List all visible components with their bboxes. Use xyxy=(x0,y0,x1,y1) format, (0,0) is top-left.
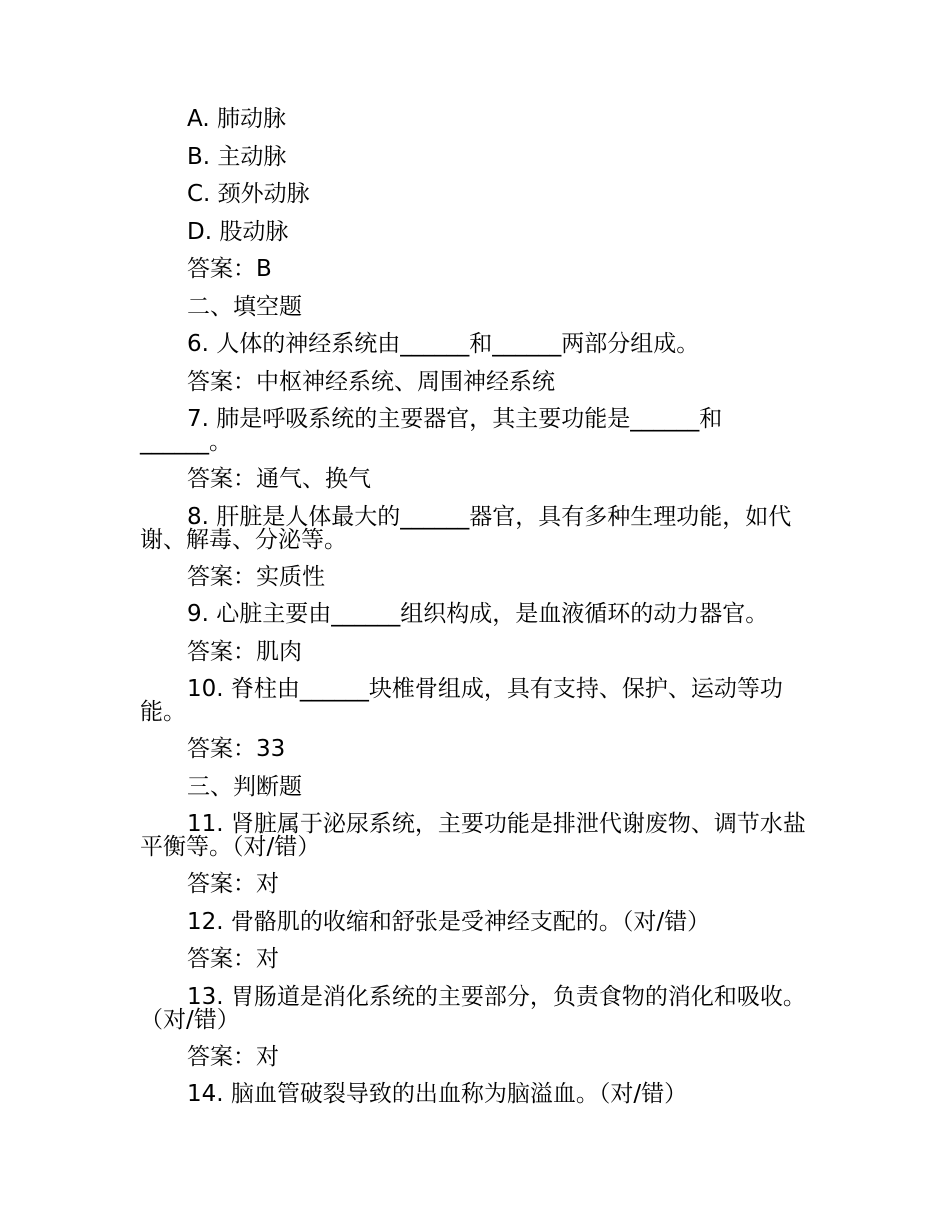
option-a: A. 肺动脉 xyxy=(187,106,286,132)
question-7: 7. 肺是呼吸系统的主要器官，其主要功能是______和______。 xyxy=(140,406,723,455)
answer-6: 答案：中枢神经系统、周围神经系统 xyxy=(187,368,555,395)
question-11: 11. 肾脏属于泌尿系统，主要功能是排泄代谢废物、调节水盐平衡等。（对/错） xyxy=(140,811,806,860)
question-13: 13. 胃肠道是消化系统的主要部分，负责食物的消化和吸收。（对/错） xyxy=(140,983,806,1033)
answer-13: 答案：对 xyxy=(187,1043,279,1070)
answer-8: 答案：实质性 xyxy=(187,563,325,590)
document-content xyxy=(140,101,808,1114)
question-12: 12. 骨骼肌的收缩和舒张是受神经支配的。（对/错） xyxy=(187,908,711,935)
option-c: C. 颈外动脉 xyxy=(187,181,310,207)
answer-7: 答案：通气、换气 xyxy=(187,466,371,492)
answer-12: 答案：对 xyxy=(187,946,279,972)
section-heading-fill-in: 二、填空题 xyxy=(187,293,302,320)
question-10: 10. 脊柱由______块椎骨组成，具有支持、保护、运动等功能。 xyxy=(140,676,783,725)
question-14: 14. 脑血管破裂导致的出血称为脑溢血。（对/错） xyxy=(187,1081,688,1107)
question-9: 9. 心脏主要由______组织构成，是血液循环的动力器官。 xyxy=(187,601,769,627)
option-d: D. 股动脉 xyxy=(187,218,289,245)
answer-11: 答案：对 xyxy=(187,871,279,897)
question-6: 6. 人体的神经系统由______和______两部分组成。 xyxy=(187,331,700,357)
section-heading-true-false: 三、判断题 xyxy=(187,773,302,800)
answer-9: 答案：肌肉 xyxy=(187,638,302,665)
answer-5: 答案：B xyxy=(187,256,272,282)
answer-10: 答案：33 xyxy=(187,736,286,762)
question-8: 8. 肝脏是人体最大的______器官，具有多种生理功能，如代谢、解毒、分泌等。 xyxy=(140,503,792,553)
option-b: B. 主动脉 xyxy=(187,143,287,170)
